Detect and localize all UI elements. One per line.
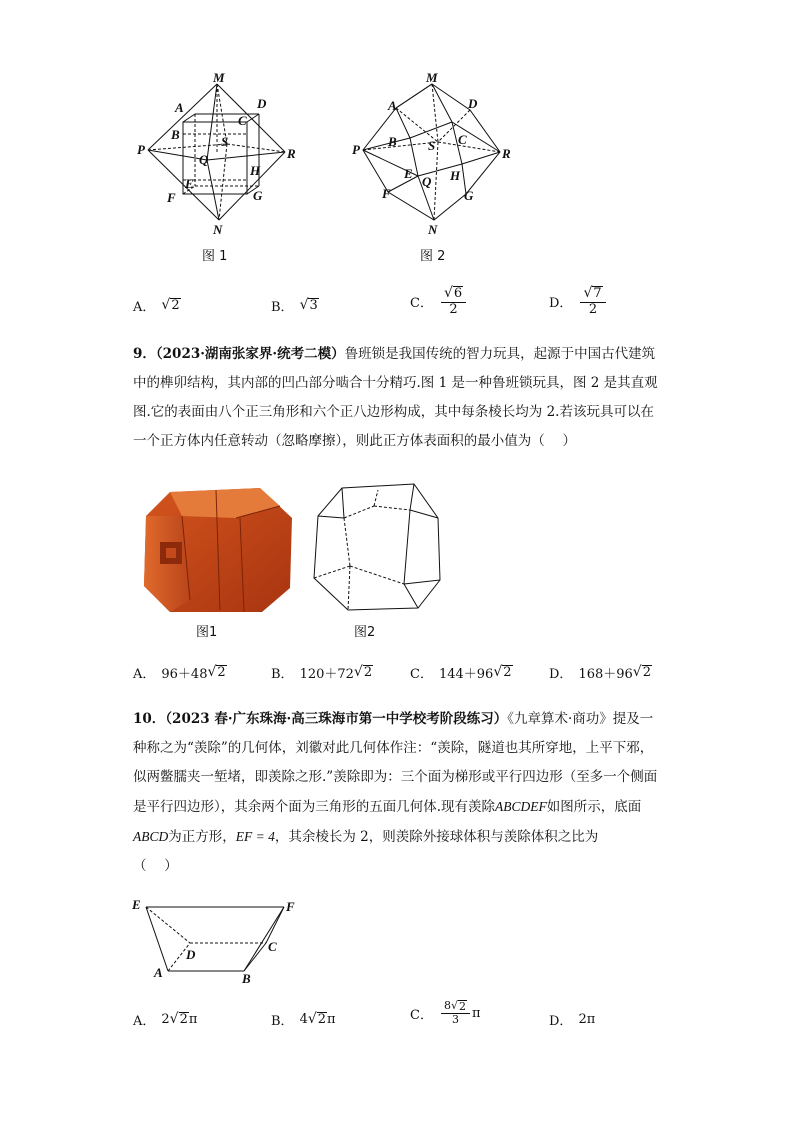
q10-label-E: E	[132, 897, 141, 912]
q8-fig1-label-H: H	[250, 163, 261, 178]
q10-label-D: D	[186, 947, 196, 962]
q9-figure-2	[308, 480, 444, 616]
option-label: B．	[271, 300, 294, 315]
q10-label-C: C	[268, 939, 277, 954]
q8-fig1-label-C: C	[238, 113, 247, 128]
question-text: ，其余棱长为 2，则羡除外接球体积与羡除体积之比为	[274, 829, 599, 845]
q8-fig2-label-E: E	[404, 166, 413, 181]
question-source: （2023·湖南张家界·统考二模）	[155, 346, 345, 362]
sqrt-expression: √ 2	[632, 663, 651, 680]
sqrt-expression: √ 2	[169, 1010, 188, 1027]
q8-option-a[interactable]	[133, 296, 181, 315]
q8-fig2-label-R: R	[502, 146, 511, 161]
option-coefficient: 4	[299, 1012, 308, 1027]
fraction: 8 √ 2 3	[441, 1000, 470, 1027]
q8-fig1-label-P: P	[137, 142, 145, 157]
luban-lock-photo	[140, 482, 300, 614]
q10-option-d[interactable]	[549, 1010, 595, 1029]
q9-option-c[interactable]	[410, 663, 513, 682]
q8-fig1-caption: 图 1	[202, 249, 228, 264]
q9-option-b[interactable]	[271, 663, 373, 682]
q8-fig1-label-R: R	[287, 146, 296, 161]
q8-fig2-label-S: S	[428, 138, 436, 153]
q9-question	[133, 340, 663, 456]
q8-fig2-label-A: A	[388, 98, 397, 113]
option-coefficient: 144＋96	[438, 667, 494, 682]
q8-fig2-label-D: D	[468, 96, 478, 111]
question-text: 如图所示，底面	[546, 799, 642, 815]
q8-fig2-label-B: B	[388, 134, 397, 149]
option-label: C．	[410, 667, 433, 682]
q8-fig1-label-S: S	[221, 134, 229, 149]
answer-bracket: （ ）	[133, 858, 178, 874]
option-label: D．	[549, 667, 573, 682]
ef-length: EF = 4	[235, 829, 275, 844]
option-label: B．	[271, 1014, 294, 1029]
option-coefficient: 120＋72	[299, 667, 354, 682]
q9-option-a[interactable]	[133, 663, 227, 682]
question-source: （2023 春·广东珠海·高三珠海市第一中学校考阶段练习）	[165, 711, 508, 727]
q8-fig1-label-D: D	[257, 96, 267, 111]
q8-option-b[interactable]	[271, 296, 319, 315]
q10-option-c[interactable]	[410, 1000, 481, 1027]
pi-symbol: π	[327, 1012, 336, 1027]
fraction: √ 6 2	[441, 286, 466, 318]
q8-fig1-label-Q: Q	[199, 152, 209, 167]
q10-label-F: F	[286, 899, 295, 914]
q10-label-A: A	[154, 965, 163, 980]
option-label: D．	[549, 296, 573, 312]
option-label: A．	[133, 300, 156, 315]
pi-symbol: π	[471, 1005, 481, 1021]
fraction: √ 7 2	[580, 286, 605, 318]
option-label: B．	[271, 667, 294, 682]
q8-fig2-label-P: P	[352, 142, 360, 157]
option-coefficient: 2	[161, 1012, 170, 1027]
question-number: 10．	[133, 711, 166, 727]
q8-fig2-label-H: H	[450, 168, 461, 183]
q8-figure-1	[135, 72, 300, 237]
sqrt-expression: √ 2	[207, 663, 226, 680]
q8-fig2-label-Q: Q	[422, 174, 432, 189]
pi-symbol: π	[188, 1012, 198, 1027]
option-value: 2π	[578, 1012, 596, 1027]
q10-option-a[interactable]	[133, 1010, 197, 1029]
sqrt-expression: √ 2	[353, 663, 373, 680]
q10-option-b[interactable]	[271, 1010, 336, 1029]
option-coefficient: 96＋48	[161, 667, 208, 682]
option-label: A．	[133, 667, 156, 682]
q8-figure-2	[350, 72, 515, 237]
q10-label-B: B	[242, 971, 251, 986]
option-label: C．	[410, 1007, 433, 1023]
question-text: 为正方形，	[168, 829, 236, 845]
q9-fig2-caption: 图2	[354, 625, 376, 640]
question-number: 9．	[133, 346, 156, 362]
question-text: 《九章算术·商功》提及一种称之为“羡除”的几何体，刘徽对此几何体作注：“羡除，隧道也其所穿地，上平下邪，似两鳖臑夹一堑堵，即羡除之形.”羡除即为：三个面为梯形或平行四边形（至多一个侧面是平行四边形），其余两个面为三角形的五面几何体.现有羡除	[133, 711, 658, 815]
q8-fig2-caption: 图 2	[420, 249, 446, 264]
q8-fig1-label-F: F	[167, 190, 176, 205]
option-label: C．	[410, 296, 433, 312]
q8-fig1-label-B: B	[171, 127, 180, 142]
q8-option-c[interactable]	[410, 286, 468, 318]
q10-question	[133, 705, 663, 881]
base-name: ABCD	[133, 829, 169, 844]
question-text: 鲁班锁是我国传统的智力玩具，起源于中国古代建筑中的榫卯结构，其内部的凹凸部分啮合十分精巧.图 1 是一种鲁班锁玩具，图 2 是其直观图.它的表面由八个正三角形和六个正八边形构成，其中每条棱长均为 2.若该玩具可以在一个正方体内任意转动（忽略摩擦），则此正方体表面积的最小值为（ ）	[133, 346, 658, 449]
q8-fig2-label-F: F	[382, 186, 391, 201]
sqrt-expression: √ 2	[493, 663, 512, 680]
q8-fig1-label-A: A	[175, 100, 184, 115]
sqrt-expression: √ 2	[161, 296, 180, 313]
sqrt-expression: √ 2	[307, 1010, 327, 1027]
option-coefficient: 168＋96	[578, 667, 633, 682]
option-label: A．	[133, 1014, 156, 1029]
q8-fig1-label-E: E	[185, 176, 194, 191]
q8-fig2-label-M: M	[426, 72, 438, 85]
q8-fig1-label-M: M	[213, 72, 225, 85]
q8-fig2-label-G: G	[464, 188, 474, 203]
q8-fig1-label-G: G	[253, 188, 263, 203]
q8-fig2-label-C: C	[458, 132, 467, 147]
q9-fig1-caption: 图1	[196, 625, 218, 640]
option-label: D．	[549, 1014, 573, 1029]
q8-fig2-label-N: N	[428, 222, 438, 237]
q8-option-d[interactable]	[549, 286, 608, 318]
q8-fig1-label-N: N	[213, 222, 223, 237]
solid-name: ABCDEF	[495, 799, 547, 814]
sqrt-expression: √ 3	[299, 296, 318, 313]
q9-option-d[interactable]	[549, 663, 652, 682]
q10-figure	[128, 893, 303, 988]
